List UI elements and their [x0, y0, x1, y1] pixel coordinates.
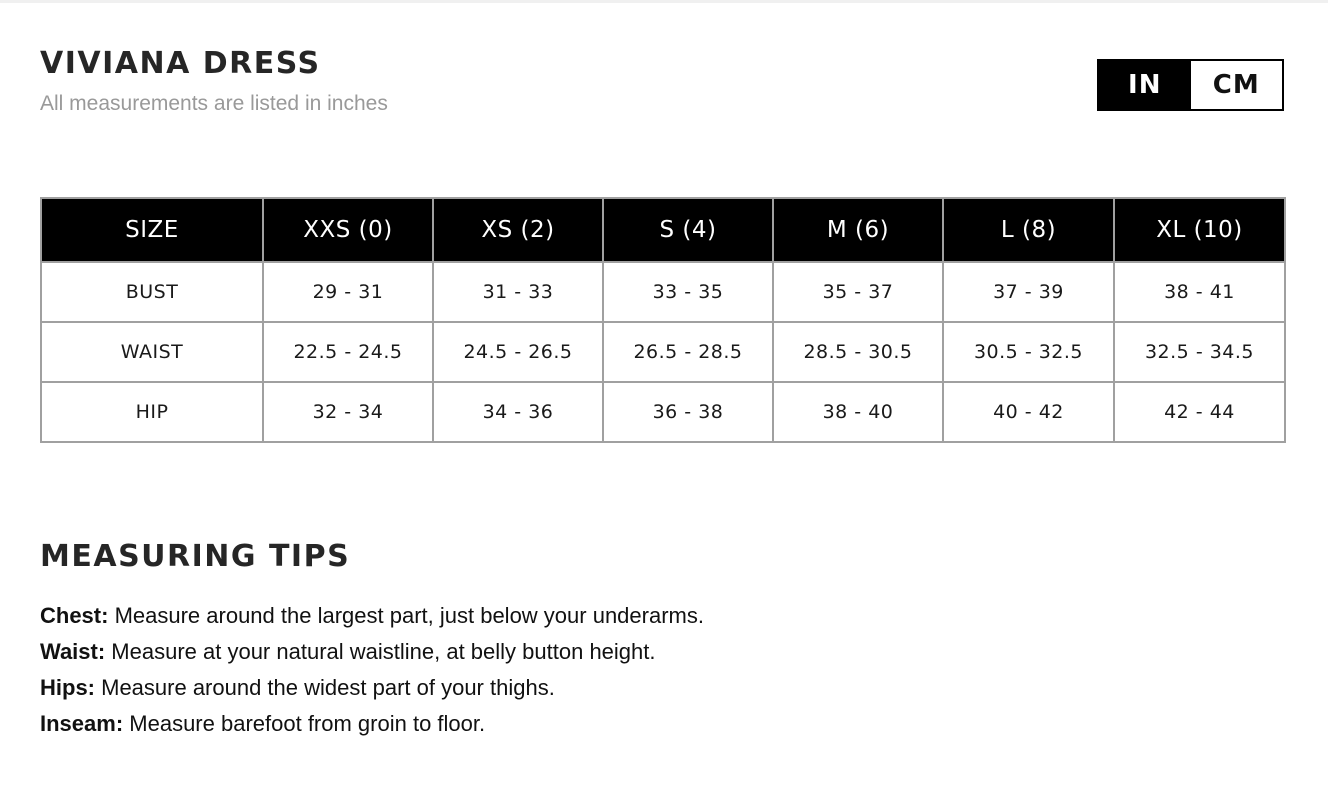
table-row [41, 262, 1285, 322]
table-cell: 42 - 44 [1114, 382, 1285, 442]
page-subtitle: All measurements are listed in inches [40, 92, 388, 115]
table-cell: 22.5 - 24.5 [263, 322, 433, 382]
tip-text: Measure at your natural waistline, at belly button height. [105, 639, 656, 664]
table-cell: 40 - 42 [943, 382, 1114, 442]
table-cell: 33 - 35 [603, 262, 773, 322]
tip-inseam [40, 706, 704, 742]
table-cell: 26.5 - 28.5 [603, 322, 773, 382]
row-label-waist: WAIST [41, 322, 263, 382]
tip-text: Measure around the widest part of your thighs. [95, 675, 555, 700]
header-cell-m: M (6) [773, 198, 943, 262]
size-chart-table [40, 197, 1286, 443]
table-cell: 31 - 33 [433, 262, 603, 322]
unit-in-button[interactable]: IN [1099, 61, 1191, 109]
row-label-bust: BUST [41, 262, 263, 322]
unit-cm-button[interactable]: CM [1191, 61, 1283, 109]
top-divider [0, 0, 1328, 3]
table-cell: 28.5 - 30.5 [773, 322, 943, 382]
table-cell: 37 - 39 [943, 262, 1114, 322]
header-cell-l: L (8) [943, 198, 1114, 262]
table-cell: 36 - 38 [603, 382, 773, 442]
measuring-tips-title: MEASURING TIPS [40, 539, 351, 574]
table-header-row [41, 198, 1285, 262]
table-row [41, 382, 1285, 442]
table-cell: 38 - 41 [1114, 262, 1285, 322]
unit-toggle [1097, 59, 1284, 111]
tip-term: Waist: [40, 639, 106, 664]
table-cell: 38 - 40 [773, 382, 943, 442]
table-cell: 24.5 - 26.5 [433, 322, 603, 382]
table-cell: 29 - 31 [263, 262, 433, 322]
tip-text: Measure around the largest part, just below your underarms. [108, 603, 704, 628]
table-cell: 35 - 37 [773, 262, 943, 322]
table-cell: 32 - 34 [263, 382, 433, 442]
page-title: VIVIANA DRESS [40, 46, 321, 81]
tip-hips [40, 670, 704, 706]
header-cell-s: S (4) [603, 198, 773, 262]
table-cell: 30.5 - 32.5 [943, 322, 1114, 382]
measuring-tips-list [40, 598, 704, 742]
tip-text: Measure barefoot from groin to floor. [123, 711, 486, 736]
tip-term: Inseam: [40, 711, 124, 736]
table-cell: 32.5 - 34.5 [1114, 322, 1285, 382]
table-row [41, 322, 1285, 382]
tip-waist [40, 634, 704, 670]
tip-term: Chest: [40, 603, 109, 628]
header-cell-size: SIZE [41, 198, 263, 262]
header-cell-xs: XS (2) [433, 198, 603, 262]
row-label-hip: HIP [41, 382, 263, 442]
header-cell-xl: XL (10) [1114, 198, 1285, 262]
tip-chest [40, 598, 704, 634]
header-cell-xxs: XXS (0) [263, 198, 433, 262]
table-cell: 34 - 36 [433, 382, 603, 442]
tip-term: Hips: [40, 675, 95, 700]
